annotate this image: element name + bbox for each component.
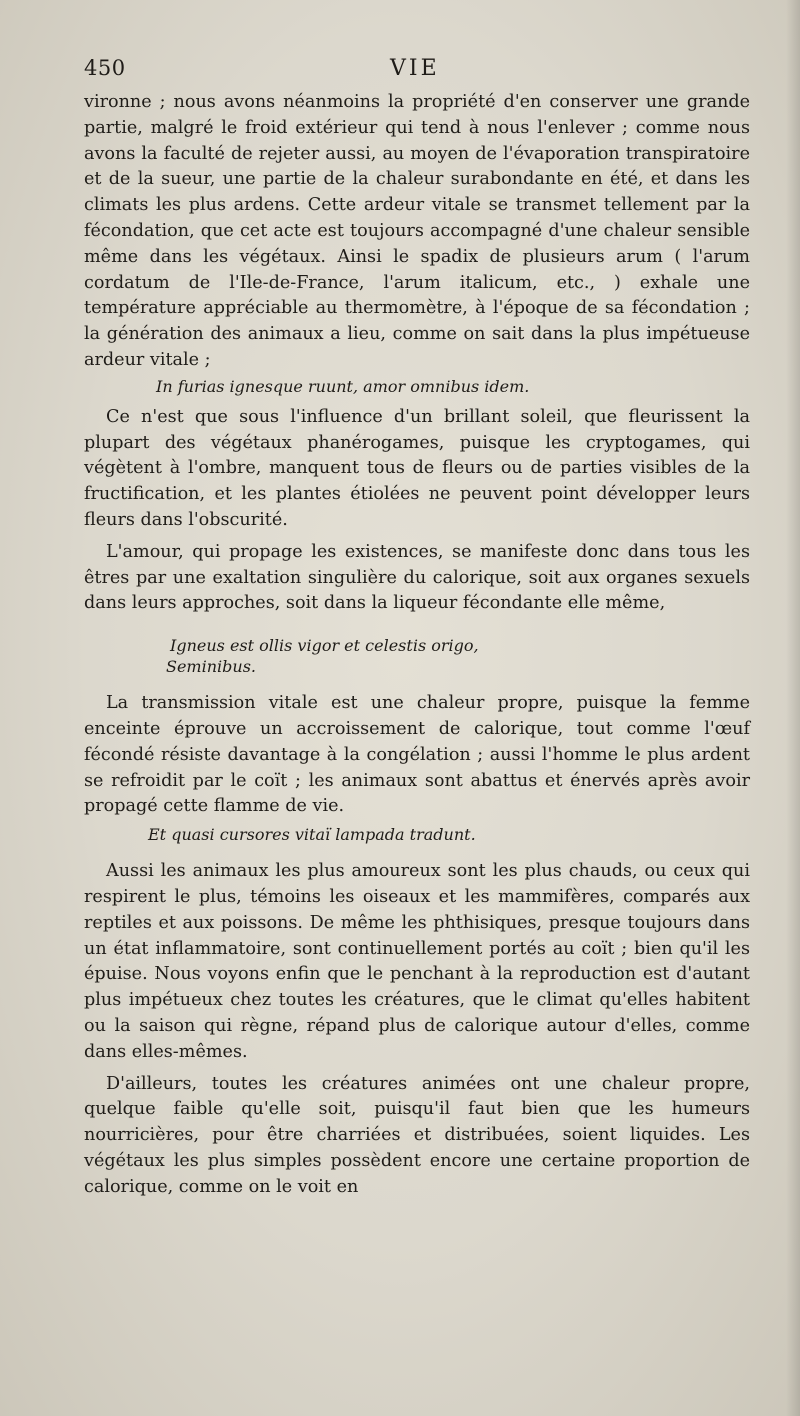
paragraph-6: D'ailleurs, toutes les créatures animées ont une chaleur propre, quelque faible qu'elle soit, puisqu'il faut bien que les humeurs nourricières, pour être charriées et distribuées, soient liquides. Les végétaux les plus simples possèdent encore une certaine proportion de calorique, comme on le voit en <box>84 1073 750 1197</box>
latin-quote-3: Et quasi cursores vitaï lampada tradunt. <box>148 825 476 845</box>
page-edge-shadow <box>786 0 800 1416</box>
latin-quote-1: In furias ignesque ruunt, amor omnibus idem. <box>156 376 530 396</box>
paragraph-2: Ce n'est que sous l'influence d'un brillant soleil, que fleurissent la plupart des végétaux phanérogames, puisque les cryptogames, qui végètent à l'ombre, manquent tous de fleurs ou de parties visibles de la fructification, et les plantes étiolées ne peuvent point développer leurs fleurs dans l'obscurité. <box>84 406 750 530</box>
page-header <box>84 56 750 88</box>
paragraph-5: Aussi les animaux les plus amoureux sont les plus chauds, ou ceux qui respirent le plus, témoins les oiseaux et les mammifères, comparés aux reptiles et aux poissons. De même les phthisiques, presque toujours dans un état inflammatoire, sont continuellement portés au coït ; bien qu'il les épuise. Nous voyons enfin que le penchant à la reproduction est d'autant plus impétueux chez toutes les créatures, que le climat qu'elles habitent ou la saison qui règne, répand plus de calorique autour d'elles, comme dans elles-mêmes. <box>84 861 750 1062</box>
paragraph-1: vironne ; nous avons néanmoins la propriété d'en conserver une grande partie, malgré le froid extérieur qui tend à nous l'enlever ; comme nous avons la faculté de rejeter aussi, au moyen de l'évaporation transpiratoire et de la sueur, une partie de la chaleur surabondante en été, et dans les climats les plus ardens. Cette ardeur vitale se transmet tellement par la fécondation, que cet acte est toujours accompagné d'une chaleur sensible même dans les végétaux. Ainsi le spadix de plusieurs arum ( l'arum cordatum de l'Ile-de-France, l'arum italicum, etc., ) exhale une température appréciable au thermomètre, à l'époque de sa fécondation ; la génération des animaux a lieu, comme on sait dans la plus impétueuse ardeur vitale ; <box>84 92 750 370</box>
page-number: 450 <box>84 56 126 80</box>
paragraph-3: L'amour, qui propage les existences, se manifeste donc dans tous les êtres par une exaltation singulière du calorique, soit aux organes sexuels dans leurs approches, soit dans la liqueur fécondante elle même, <box>84 541 750 614</box>
paragraph-4: La transmission vitale est une chaleur propre, puisque la femme enceinte éprouve un accroissement de calorique, tout comme l'œuf fécondé résiste davantage à la congélation ; aussi l'homme le plus ardent se refroidit par le coït ; les animaux sont abattus et énervés après avoir propagé cette flamme de vie. <box>84 693 750 817</box>
page-body <box>84 90 750 1200</box>
latin-quote-2-line-1: Igneus est ollis vigor et celestis origo, <box>170 636 479 656</box>
running-title: VIE <box>390 56 440 81</box>
latin-quote-2-line-2: Seminibus. <box>166 657 256 677</box>
